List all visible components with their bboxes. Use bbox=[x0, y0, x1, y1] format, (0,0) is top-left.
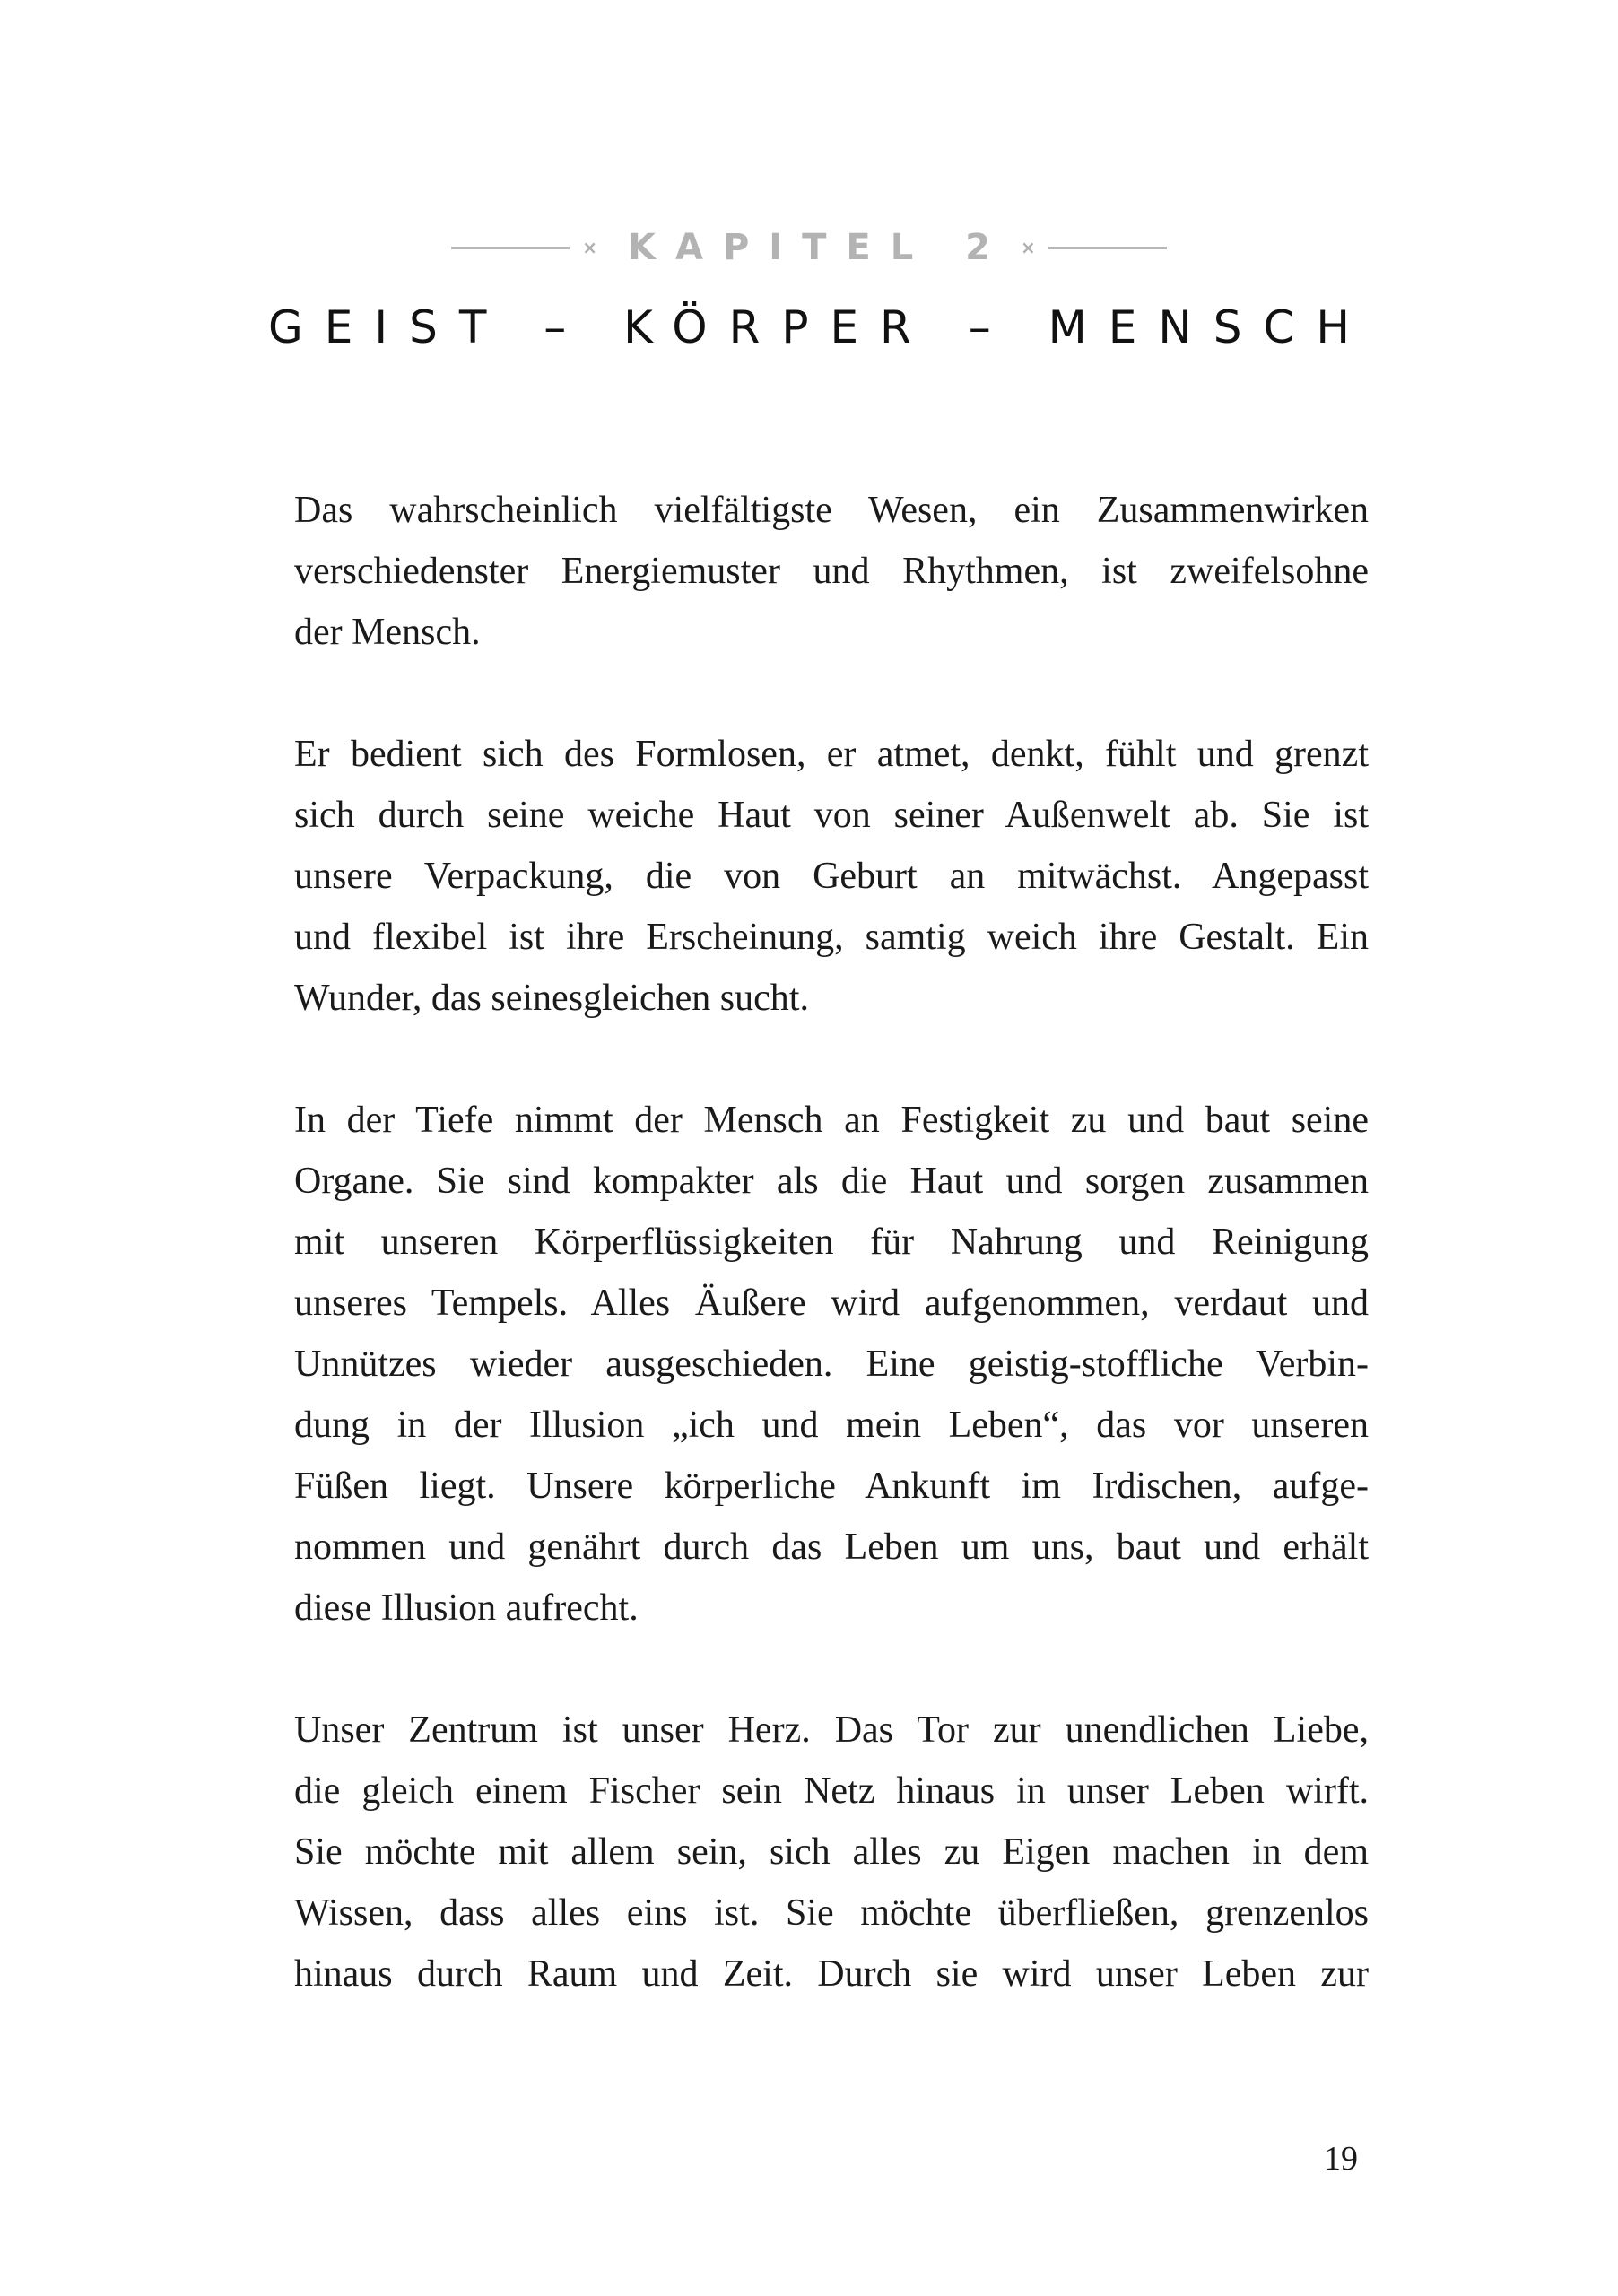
text-line: der Mensch. bbox=[294, 612, 481, 653]
paragraph bbox=[294, 1700, 1369, 2005]
text-line: Er bedient sich des Formlosen, er atmet, denkt, fühlt und grenzt bbox=[294, 734, 1369, 775]
text-line: mit unseren Körperflüssigkeiten für Nahrung und Reinigung bbox=[294, 1222, 1369, 1263]
chapter-title: GEIST – KÖRPER – MENSCH bbox=[268, 301, 1371, 353]
text-line: nommen und genährt durch das Leben um uns, baut und erhält bbox=[294, 1526, 1369, 1568]
text-line: Unnützes wieder ausgeschieden. Eine geistig-stoffliche Verbin- bbox=[294, 1344, 1369, 1385]
chapter-number-label: KAPITEL 2 bbox=[627, 227, 1010, 268]
text-line: Wunder, das seinesgleichen sucht. bbox=[294, 978, 809, 1019]
paragraph bbox=[294, 1090, 1369, 1639]
text-line: dung in der Illusion „ich und mein Leben“, das vor unseren bbox=[294, 1405, 1369, 1446]
text-line: hinaus durch Raum und Zeit. Durch sie wird unser Leben zur bbox=[294, 1953, 1369, 1995]
text-line: Sie möchte mit allem sein, sich alles zu Eigen machen in dem bbox=[294, 1831, 1369, 1873]
text-line: Das wahrscheinlich vielfältigste Wesen, ein Zusammenwirken bbox=[294, 490, 1369, 531]
page-number: 19 bbox=[1324, 2140, 1358, 2178]
decorative-line-right bbox=[1048, 247, 1167, 249]
decorative-line-left bbox=[451, 247, 570, 249]
paragraph bbox=[294, 724, 1369, 1029]
text-line: sich durch seine weiche Haut von seiner Außenwelt ab. Sie ist bbox=[294, 795, 1369, 836]
text-line: Unser Zentrum ist unser Herz. Das Tor zur unendlichen Liebe, bbox=[294, 1709, 1369, 1751]
decorative-x-mark-left: × bbox=[582, 237, 597, 258]
text-line: In der Tiefe nimmt der Mensch an Festigkeit zu und baut seine bbox=[294, 1100, 1369, 1141]
text-line: unseres Tempels. Alles Äußere wird aufgenommen, verdaut und bbox=[294, 1283, 1369, 1324]
text-line: Organe. Sie sind kompakter als die Haut und sorgen zusammen bbox=[294, 1161, 1369, 1202]
body-text bbox=[294, 480, 1369, 2066]
text-line: und flexibel ist ihre Erscheinung, samtig weich ihre Gestalt. Ein bbox=[294, 917, 1369, 958]
text-line: diese Illusion aufrecht. bbox=[294, 1587, 639, 1629]
text-line: verschiedenster Energiemuster und Rhythmen, ist zweifelsohne bbox=[294, 551, 1369, 592]
text-line: Füßen liegt. Unsere körperliche Ankunft im Irdischen, aufge- bbox=[294, 1465, 1369, 1507]
paragraph bbox=[294, 480, 1369, 663]
decorative-x-mark-right: × bbox=[1021, 237, 1036, 258]
text-line: unsere Verpackung, die von Geburt an mitwächst. Angepasst bbox=[294, 856, 1369, 897]
text-line: die gleich einem Fischer sein Netz hinaus in unser Leben wirft. bbox=[294, 1770, 1369, 1812]
text-line: Wissen, dass alles eins ist. Sie möchte überfließen, grenzenlos bbox=[294, 1892, 1369, 1934]
chapter-label-row bbox=[0, 221, 1618, 274]
